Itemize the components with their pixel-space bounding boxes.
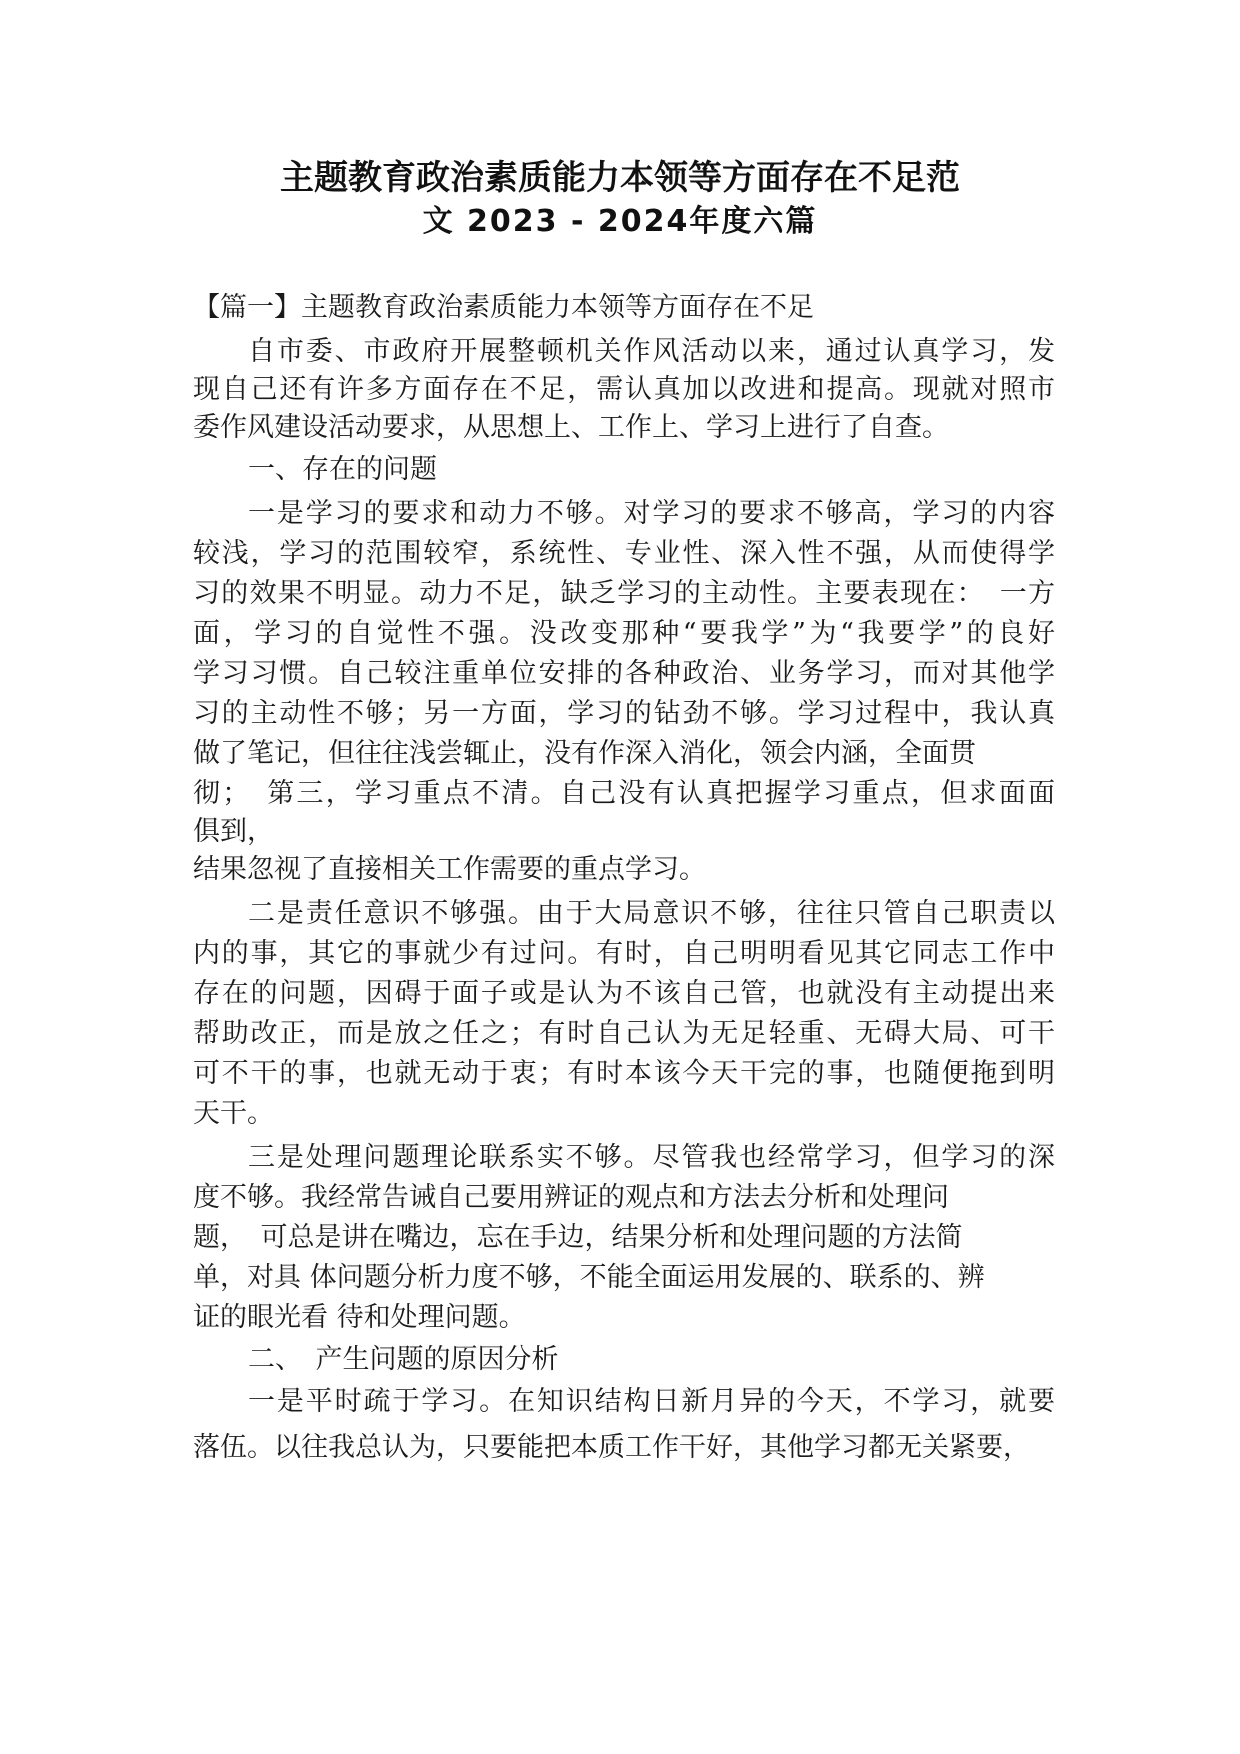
paragraph-line: 一是平时疏于学习。在知识结构日新月异的今天，不学习，就要	[248, 1386, 1055, 1417]
paragraph-line: 证的眼光看 待和处理问题。	[193, 1302, 526, 1333]
paragraph-line: 结果忽视了直接相关工作需要的重点学习。	[193, 854, 706, 885]
paragraph-line: 委作风建设活动要求，从思想上、工作上、学习上进行了自查。	[193, 412, 949, 443]
paragraph-line: 内的事，其它的事就少有过问。有时，自己明明看见其它同志工作中	[193, 938, 1055, 969]
subsection-heading: 二、 产生问题的原因分析	[248, 1344, 559, 1375]
paragraph-line: 二是责任意识不够强。由于大局意识不够，往往只管自己职责以	[248, 898, 1055, 929]
paragraph-line: 自市委、市政府开展整顿机关作风活动以来，通过认真学习，发	[248, 336, 1055, 367]
paragraph-line: 一是学习的要求和动力不够。对学习的要求不够高，学习的内容	[248, 498, 1055, 529]
paragraph-line: 彻； 第三，学习重点不清。自己没有认真把握学习重点，但求面面	[193, 778, 1055, 809]
section-heading: 【篇一】主题教育政治素质能力本领等方面存在不足	[193, 292, 814, 323]
paragraph-line: 存在的问题，因碍于面子或是认为不该自己管，也就没有主动提出来	[193, 978, 1055, 1009]
paragraph-line: 单，对具 体问题分析力度不够，不能全面运用发展的、联系的、辨	[193, 1262, 985, 1293]
paragraph-line: 俱到，	[193, 816, 274, 847]
paragraph-line: 天干。	[193, 1098, 274, 1129]
paragraph-line: 度不够。我经常告诫自己要用辨证的观点和方法去分析和处理问	[193, 1182, 949, 1213]
paragraph-line: 落伍。以往我总认为，只要能把本质工作干好，其他学习都无关紧要，	[193, 1432, 1030, 1463]
paragraph-line: 习的效果不明显。动力不足，缺乏学习的主动性。主要表现在： 一方	[193, 578, 1055, 609]
paragraph-line: 做了笔记，但往往浅尝辄止，没有作深入消化，领会内涵，全面贯	[193, 738, 976, 769]
paragraph-line: 面，学习的自觉性不强。没改变那种“要我学”为“我要学”的良好	[193, 618, 1055, 649]
paragraph-line: 三是处理问题理论联系实不够。尽管我也经常学习，但学习的深	[248, 1142, 1055, 1173]
paragraph-line: 学习习惯。自己较注重单位安排的各种政治、业务学习，而对其他学	[193, 658, 1055, 689]
paragraph-line: 现自己还有许多方面存在不足，需认真加以改进和提高。现就对照市	[193, 374, 1055, 405]
paragraph-line: 题， 可总是讲在嘴边，忘在手边，结果分析和处理问题的方法简	[193, 1222, 963, 1253]
paragraph-line: 习的主动性不够；另一方面，学习的钻劲不够。学习过程中，我认真	[193, 698, 1055, 729]
paragraph-line: 帮助改正，而是放之任之；有时自己认为无足轻重、无碍大局、可干	[193, 1018, 1055, 1049]
paragraph-line: 较浅，学习的范围较窄，系统性、专业性、深入性不强，从而使得学	[193, 538, 1055, 569]
document-title-line-2: 文 2023 - 2024年度六篇	[422, 204, 818, 239]
subsection-heading: 一、存在的问题	[248, 454, 437, 485]
paragraph-line: 可不干的事，也就无动于衷；有时本该今天干完的事，也随便拖到明	[193, 1058, 1055, 1089]
document-title-line-1: 主题教育政治素质能力本领等方面存在不足范	[280, 158, 960, 198]
